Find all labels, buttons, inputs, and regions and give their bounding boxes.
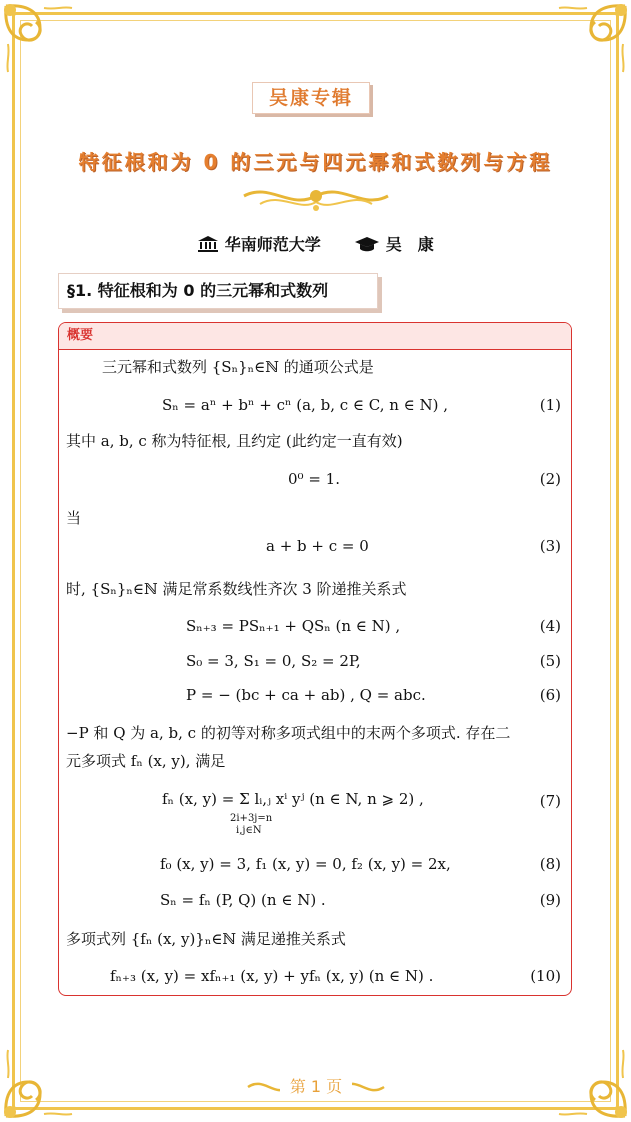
equation-number: (8)	[539, 855, 561, 873]
equation-6: P = − (bc + ca + ab) , Q = abc.	[186, 686, 426, 704]
paragraph: 多项式列 {fₙ (x, y)}ₙ∈ℕ 满足递推关系式	[66, 930, 346, 948]
equation-4: Sₙ₊₃ = PSₙ₊₁ + QSₙ (n ∈ N) ,	[186, 617, 401, 635]
section-title: 特征根和为 0 的三元幂和式数列	[97, 281, 329, 300]
paragraph: −P 和 Q 为 a, b, c 的初等对称多项式组中的末两个多项式. 存在二	[66, 724, 511, 742]
equation-number: (7)	[539, 792, 561, 810]
author-name: 吴 康	[385, 235, 434, 254]
equation-number: (3)	[539, 537, 561, 555]
paragraph: 当	[66, 509, 82, 527]
equation-8: f₀ (x, y) = 3, f₁ (x, y) = 0, f₂ (x, y) = 2x,	[160, 855, 451, 873]
equation-number: (4)	[539, 617, 561, 635]
paragraph: 其中 a, b, c 称为特征根, 且约定 (此约定一直有效)	[66, 432, 403, 450]
corner-ornament-icon	[553, 0, 631, 78]
column-tag: 吴康专辑	[252, 82, 370, 114]
title-ornament-icon	[240, 176, 392, 216]
paragraph: 元多项式 fₙ (x, y), 满足	[66, 752, 226, 770]
corner-ornament-icon	[0, 0, 78, 78]
equation-number: (1)	[539, 396, 561, 414]
page-number: 第 1 页	[280, 1074, 352, 1097]
author-line	[40, 232, 591, 255]
section-heading	[58, 273, 378, 309]
summary-label: 概要	[59, 323, 571, 350]
section-number: §1.	[67, 281, 93, 300]
equation-2: 0⁰ = 1.	[288, 470, 340, 488]
equation-9: Sₙ = fₙ (P, Q) (n ∈ N) .	[160, 891, 326, 909]
equation-1: Sₙ = aⁿ + bⁿ + cⁿ (a, b, c ∈ C, n ∈ N) ,	[162, 396, 449, 414]
affiliation: 华南师范大学	[224, 235, 321, 254]
paragraph: 时, {Sₙ}ₙ∈ℕ 满足常系数线性齐次 3 阶递推关系式	[66, 580, 407, 598]
equation-7: fₙ (x, y) = Σ lᵢ,ⱼ xⁱ yʲ (n ∈ N, n ⩾ 2) ,	[162, 790, 424, 808]
equation-number: (10)	[530, 967, 561, 985]
summary-intro: 三元幂和式数列 {Sₙ}ₙ∈ℕ 的通项公式是	[102, 358, 374, 376]
equation-number: (5)	[539, 652, 561, 670]
corner-ornament-icon	[0, 1044, 78, 1122]
sum-condition: 2i+3j=n	[230, 813, 273, 824]
sum-condition: i,j∈N	[236, 825, 262, 836]
corner-ornament-icon	[553, 1044, 631, 1122]
page-title: 特征根和为 0 的三元与四元幂和式数列与方程	[78, 150, 553, 174]
equation-number: (2)	[539, 470, 561, 488]
equation-5: S₀ = 3, S₁ = 0, S₂ = 2P,	[186, 652, 361, 670]
equation-3: a + b + c = 0	[266, 537, 369, 555]
equation-number: (9)	[539, 891, 561, 909]
university-icon	[197, 235, 219, 253]
equation-number: (6)	[539, 686, 561, 704]
graduation-cap-icon	[354, 235, 380, 253]
equation-10: fₙ₊₃ (x, y) = xfₙ₊₁ (x, y) + yfₙ (x, y) (n ∈ N) .	[110, 967, 434, 985]
